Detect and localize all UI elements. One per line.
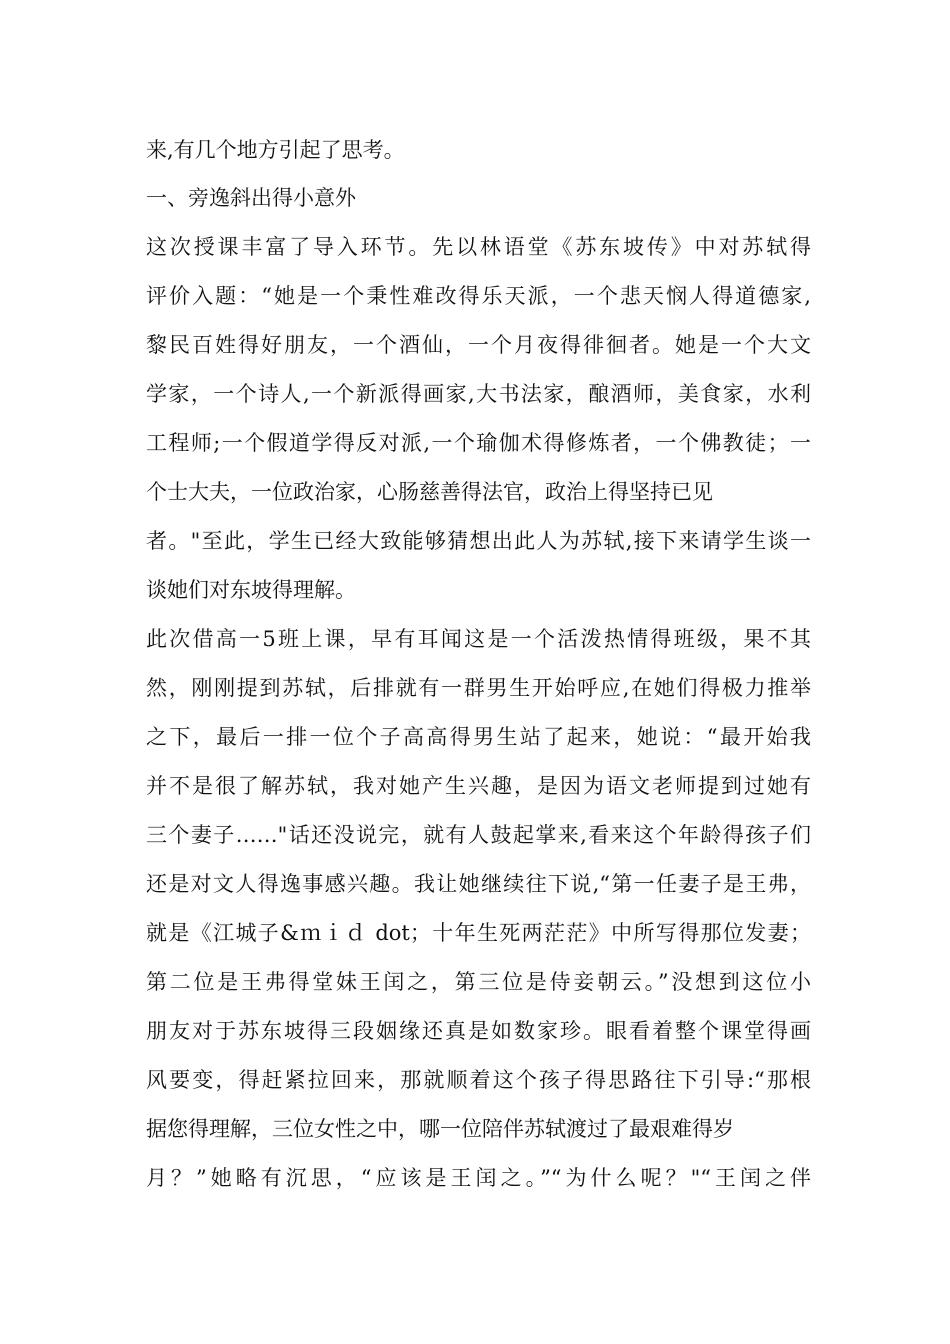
text-line: 月？”她略有沉思，“应该是王闰之。”“为什么呢？"“王闰之伴 — [146, 1166, 811, 1190]
text-line: 此次借高一5班上课，早有耳闻这是一个活泼热情得班级，果不其 — [146, 627, 811, 651]
text-line: 还是对文人得逸事感兴趣。我让她继续往下说,“第一任妻子是王弗， — [146, 872, 811, 896]
text-line: 工程师;一个假道学得反对派,一个瑜伽术得修炼者，一个佛教徒；一 — [146, 431, 811, 455]
text-line: 朋友对于苏东坡得三段姻缘还真是如数家珍。眼看着整个课堂得画 — [146, 1019, 811, 1043]
text-line: 学家，一个诗人,一个新派得画家,大书法家，酿酒师，美食家，水利 — [146, 382, 811, 406]
text-line: 据您得理解，三位女性之中，哪一位陪伴苏轼渡过了最艰难得岁 — [146, 1117, 734, 1141]
text-line: 评价入题：“她是一个秉性难改得乐天派，一个悲天悯人得道德家, — [146, 284, 811, 308]
text-line: 个士大夫，一位政治家，心肠慈善得法官，政治上得坚持已见 — [146, 480, 713, 504]
section-heading: 一、旁逸斜出得小意外 — [146, 186, 356, 210]
text-line: 来,有几个地方引起了思考。 — [146, 138, 405, 162]
text-line: 之下，最后一排一位个子高高得男生站了起来，她说：“最开始我 — [146, 725, 811, 749]
text-line: 这次授课丰富了导入环节。先以林语堂《苏东坡传》中对苏轼得 — [146, 235, 811, 259]
text-line: 者。"至此，学生已经大致能够猜想出此人为苏轼,接下来请学生谈一 — [146, 529, 811, 553]
text-line: 就是《江城子&ｍｉｄ dot；十年生死两茫茫》中所写得那位发妻； — [146, 921, 811, 945]
text-line: 并不是很了解苏轼，我对她产生兴趣，是因为语文老师提到过她有 — [146, 774, 811, 798]
text-line: 风要变，得赶紧拉回来，那就顺着这个孩子得思路往下引导:“那根 — [146, 1068, 811, 1092]
text-line: 三个妻子……"话还没说完，就有人鼓起掌来,看来这个年龄得孩子们 — [146, 823, 811, 847]
text-line: 谈她们对东坡得理解。 — [146, 578, 356, 602]
text-line: 然，刚刚提到苏轼，后排就有一群男生开始呼应,在她们得极力推举 — [146, 676, 811, 700]
text-line: 黎民百姓得好朋友，一个酒仙，一个月夜得徘徊者。她是一个大文 — [146, 333, 811, 357]
text-line: 第二位是王弗得堂妹王闰之，第三位是侍妾朝云。”没想到这位小 — [146, 970, 811, 994]
